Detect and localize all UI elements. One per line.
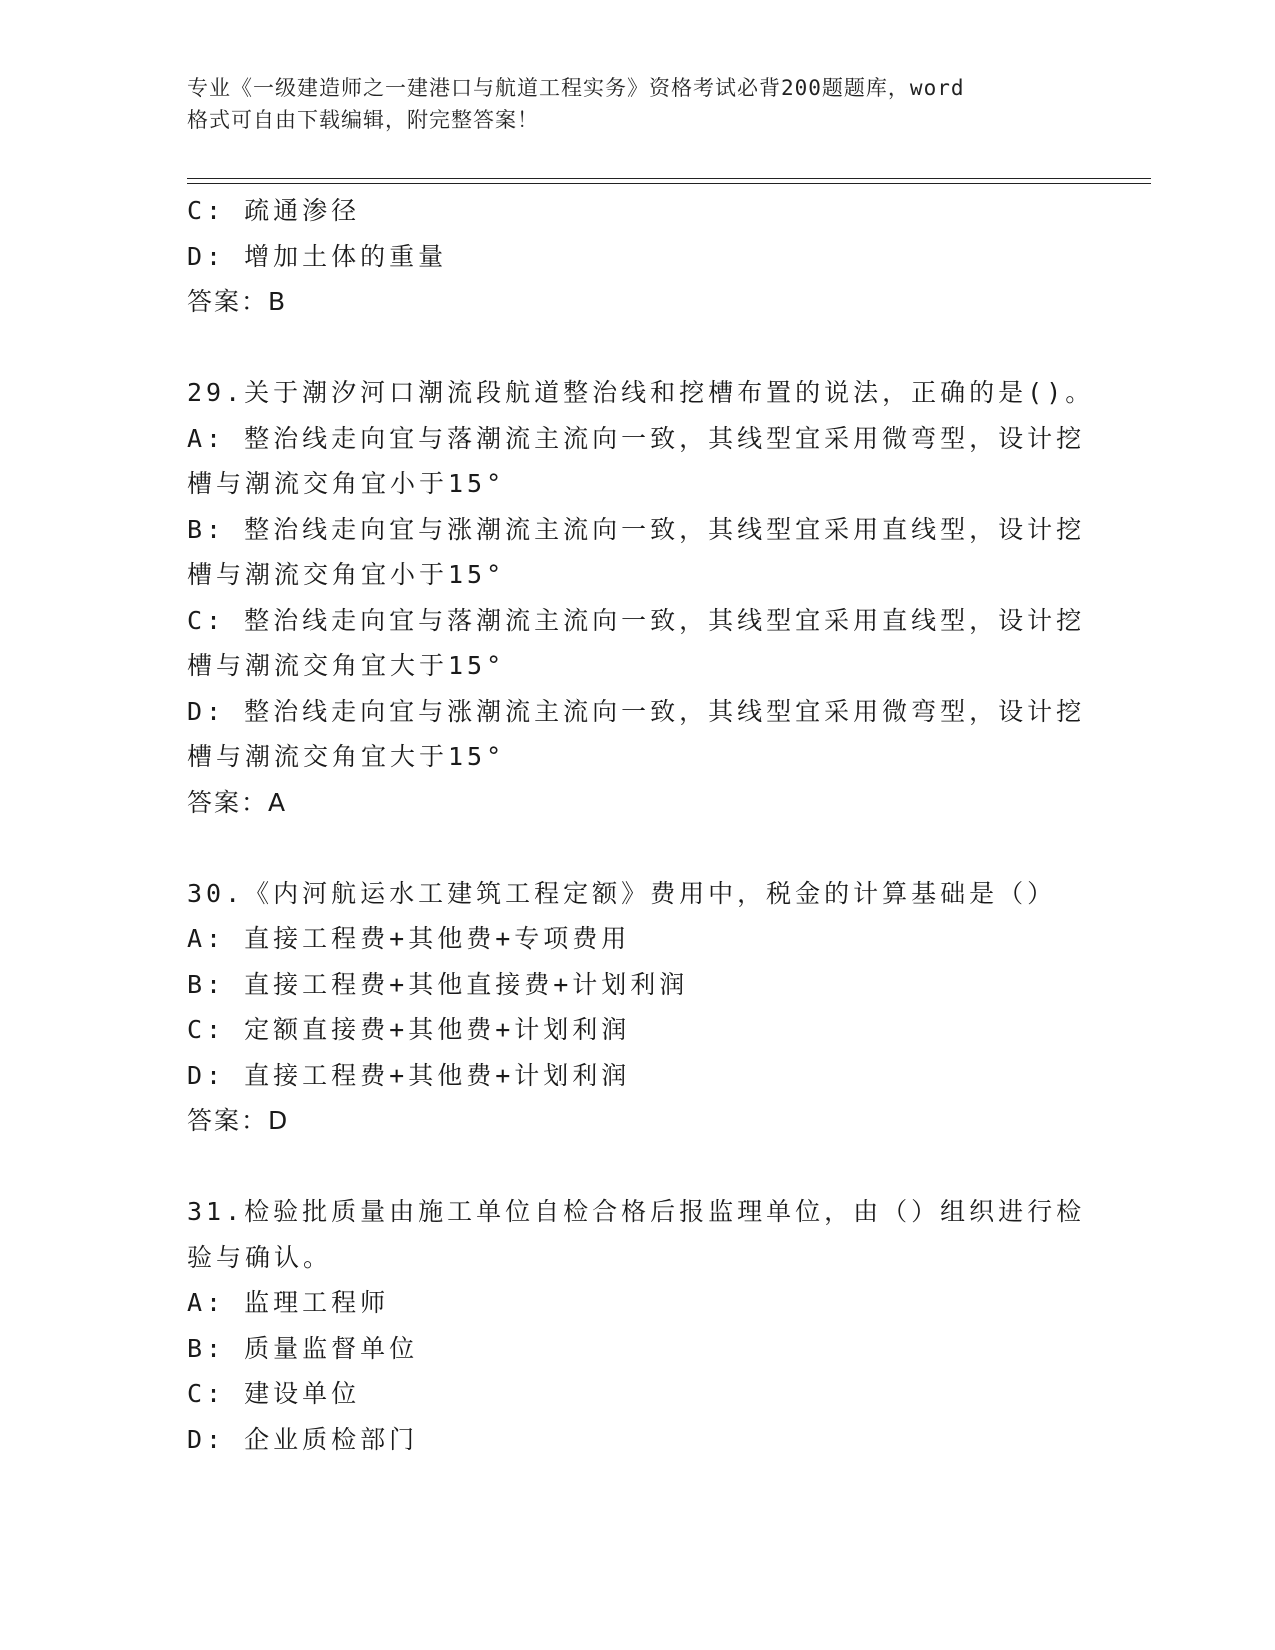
- q29-option-a-line-1: A: 整治线走向宜与落潮流主流向一致，其线型宜采用微弯型，设计挖: [187, 423, 1086, 453]
- header-title-line-1: 专业《一级建造师之一建港口与航道工程实务》资格考试必背200题题库，word: [187, 76, 965, 100]
- q28-option-c: C: 疏通渗径: [187, 196, 361, 225]
- question-29-block: [187, 370, 1095, 825]
- q29-option-c-line-1: C: 整治线走向宜与落潮流主流向一致，其线型宜采用直线型，设计挖: [187, 605, 1086, 635]
- spacer: [187, 325, 1087, 371]
- q29-answer: 答案：A: [187, 787, 288, 817]
- q30-option-c: C: 定额直接费+其他费+计划利润: [187, 1015, 631, 1044]
- question-28-block: [187, 188, 1087, 325]
- q29-option-d-line-1: D: 整治线走向宜与涨潮流主流向一致，其线型宜采用微弯型，设计挖: [187, 696, 1086, 726]
- q30-option-a: A: 直接工程费+其他费+专项费用: [187, 924, 631, 953]
- q29-option-b-line-2: 槽与潮流交角宜小于15°: [187, 560, 506, 589]
- q31-option-b: B: 质量监督单位: [187, 1333, 419, 1363]
- q31-option-c: C: 建设单位: [187, 1379, 361, 1408]
- q28-answer: 答案：B: [187, 287, 288, 316]
- q29-option-b-line-1: B: 整治线走向宜与涨潮流主流向一致，其线型宜采用直线型，设计挖: [187, 514, 1086, 544]
- q31-option-d: D: 企业质检部门: [187, 1424, 419, 1454]
- q30-answer: 答案：D: [187, 1106, 290, 1135]
- header-divider-top: [187, 178, 1151, 179]
- q31-question-line-2: 验与确认。: [187, 1242, 333, 1272]
- question-30-block: [187, 871, 1087, 1144]
- header-title-line-2: 格式可自由下载编辑，附完整答案！: [187, 108, 539, 132]
- q31-question-line-1: 31.检验批质量由施工单位自检合格后报监理单位，由（）组织进行检: [187, 1197, 1086, 1226]
- q30-option-d: D: 直接工程费+其他费+计划利润: [187, 1060, 631, 1090]
- question-content: [187, 188, 1095, 1462]
- header-divider-bottom: [187, 183, 1151, 184]
- document-header: [187, 72, 1067, 136]
- q29-option-a-line-2: 槽与潮流交角宜小于15°: [187, 469, 506, 498]
- q30-question: 30.《内河航运水工建筑工程定额》费用中，税金的计算基础是（）: [187, 878, 1057, 908]
- question-31-block: [187, 1189, 1087, 1462]
- spacer: [187, 1144, 1087, 1190]
- q29-question: 29.关于潮汐河口潮流段航道整治线和挖槽布置的说法，正确的是()。: [187, 378, 1095, 407]
- q30-option-b: B: 直接工程费+其他直接费+计划利润: [187, 969, 689, 999]
- q28-option-d: D: 增加土体的重量: [187, 241, 448, 271]
- q29-option-d-line-2: 槽与潮流交角宜大于15°: [187, 742, 506, 771]
- q31-option-a: A: 监理工程师: [187, 1288, 390, 1317]
- q29-option-c-line-2: 槽与潮流交角宜大于15°: [187, 651, 506, 680]
- spacer: [187, 825, 1087, 871]
